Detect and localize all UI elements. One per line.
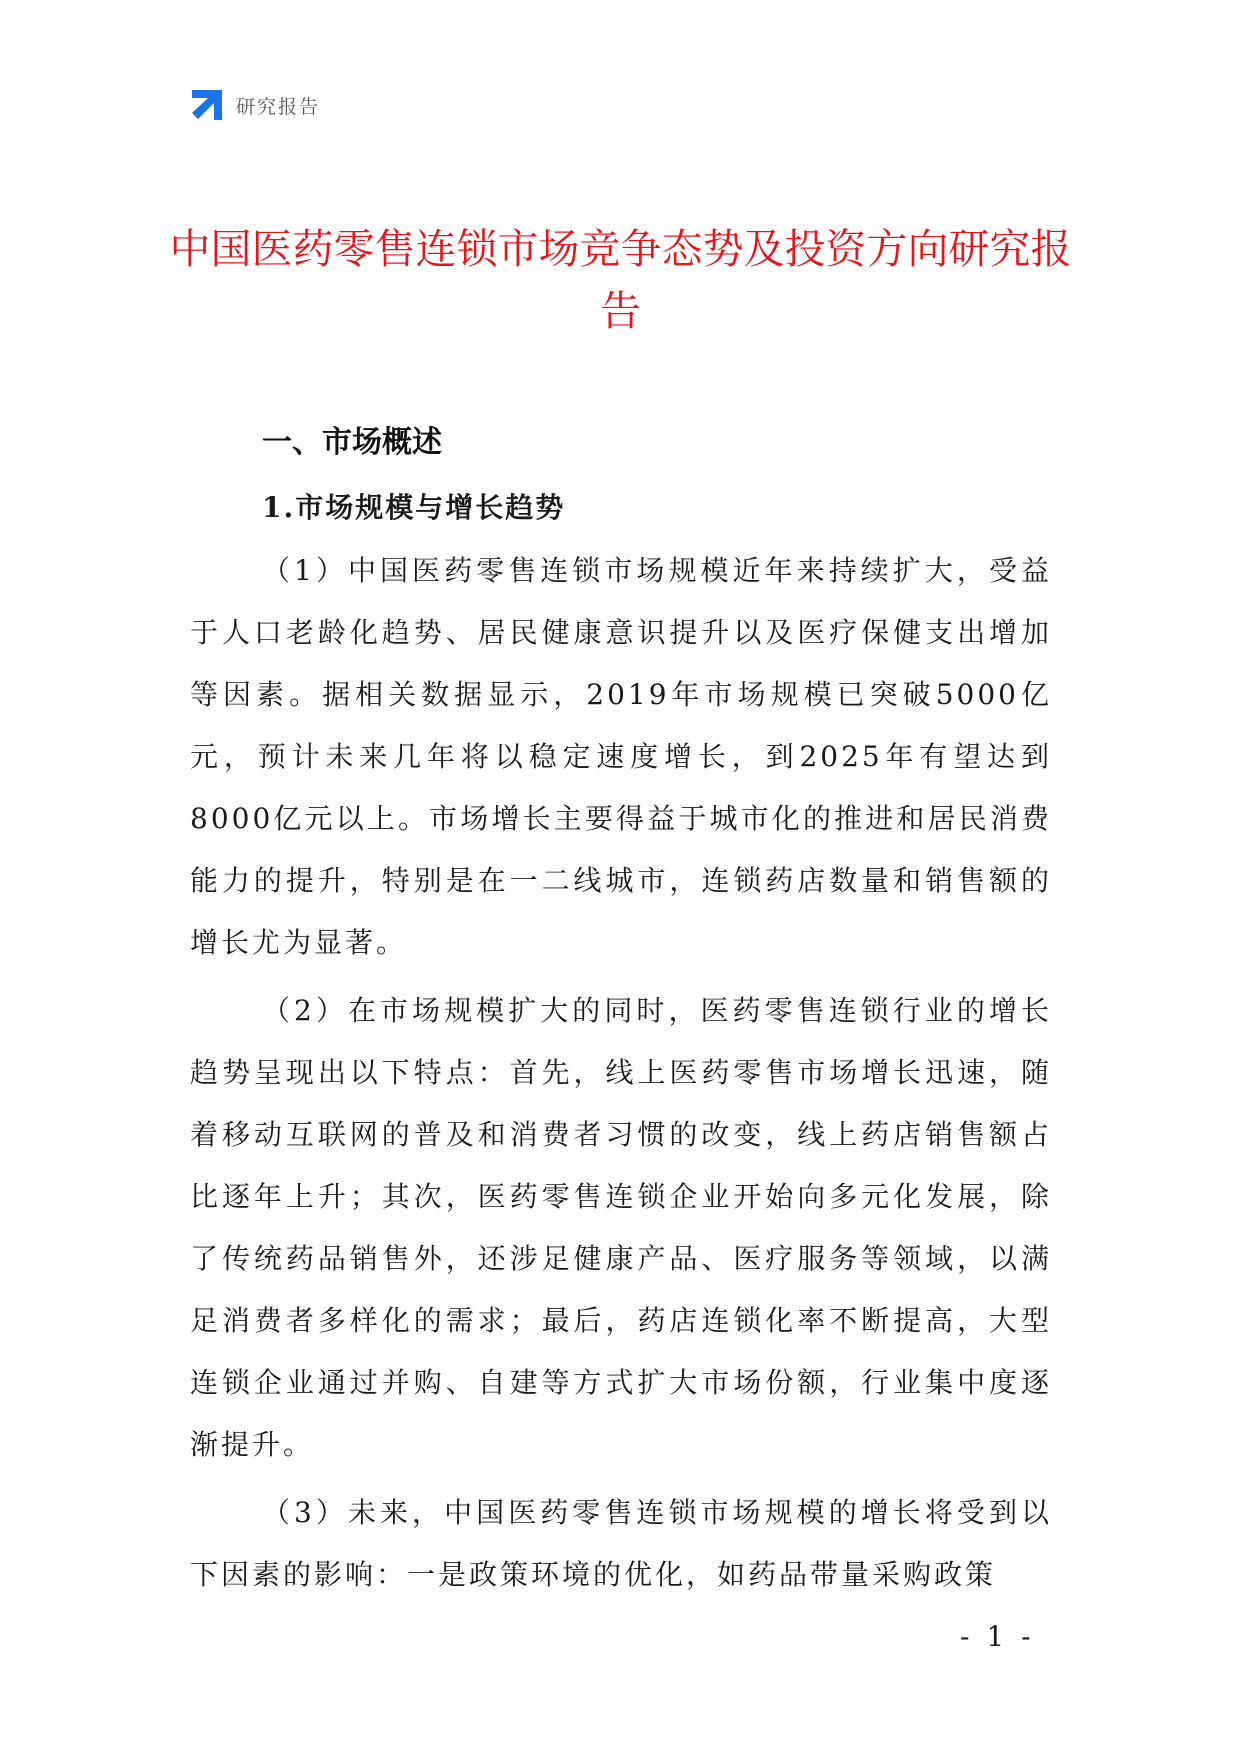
page-number: - 1 - [960, 1620, 1035, 1653]
subsection-heading: 1.市场规模与增长趋势 [262, 491, 566, 524]
report-header [190, 88, 320, 122]
document-body [190, 410, 1052, 1612]
document-title: 中国医药零售连锁市场竞争态势及投资方向研究报告 [169, 225, 1072, 335]
header-label: 研究报告 [236, 95, 321, 118]
arrow-logo-icon [190, 88, 224, 122]
paragraph-2: （2）在市场规模扩大的同时，医药零售连锁行业的增长趋势呈现出以下特点：首先，线上医药零售市场增长迅速，随着移动互联网的普及和消费者习惯的改变，线上药店销售额占比逐年上升；其次，医药零售连锁企业开始向多元化发展，除了传统药品销售外，还涉足健康产品、医疗服务等领域，以满足消费者多样化的需求；最后，药店连锁化率不断提高，大型连锁企业通过并购、自建等方式扩大市场份额，行业集中度逐渐提升。 [190, 994, 1052, 1461]
paragraph-3: （3）未来，中国医药零售连锁市场规模的增长将受到以下因素的影响：一是政策环境的优化，如药品带量采购政策 [190, 1496, 1052, 1591]
section-heading: 一、市场概述 [262, 425, 442, 460]
paragraph-1: （1）中国医药零售连锁市场规模近年来持续扩大，受益于人口老龄化趋势、居民健康意识提升以及医疗保健支出增加等因素。据相关数据显示，2019年市场规模已突破5000亿元，预计未来几年将以稳定速度增长，到2025年有望达到8000亿元以上。市场增长主要得益于城市化的推进和居民消费能力的提升，特别是在一二线城市，连锁药店数量和销售额的增长尤为显著。 [190, 554, 1052, 959]
